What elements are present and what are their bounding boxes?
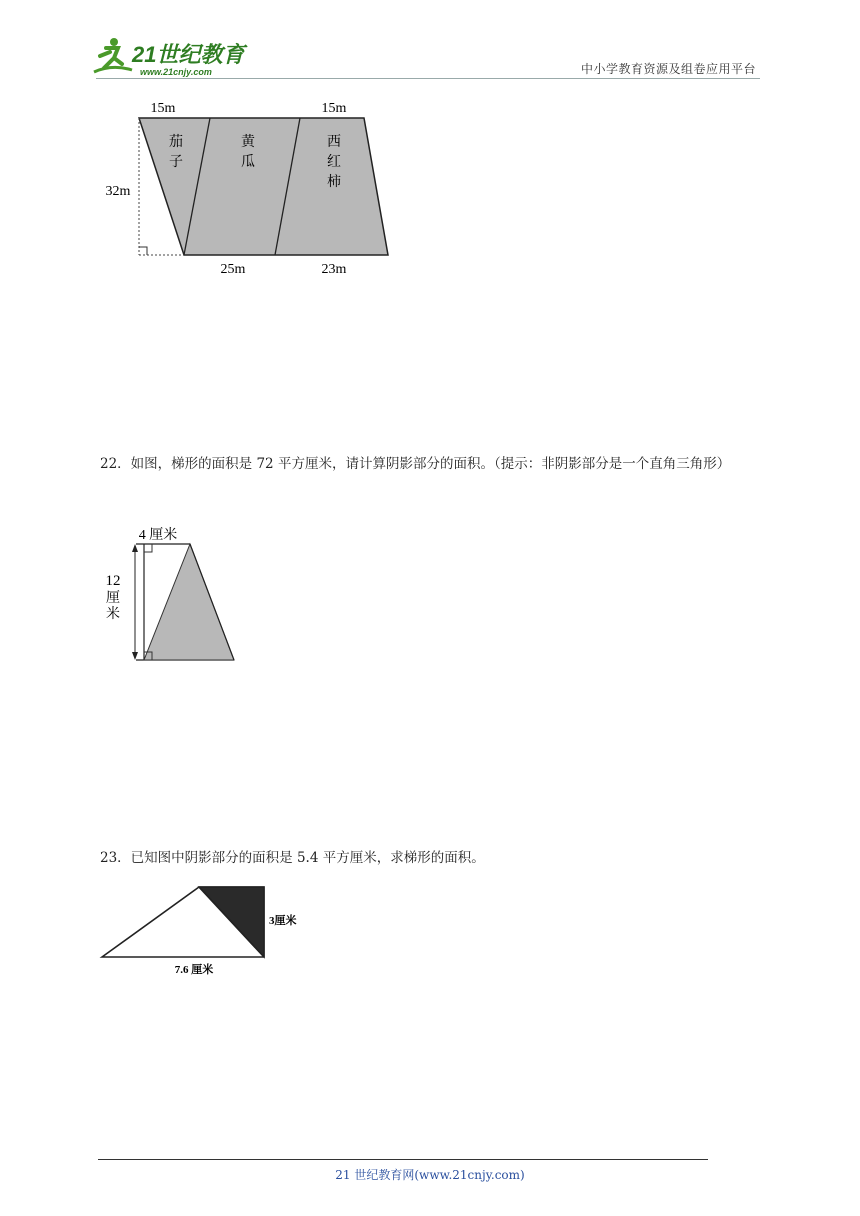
region-cucumber-char-2: 瓜: [241, 155, 255, 170]
question-22-text: 22．如图，梯形的面积是 72 平方厘米，请计算阴影部分的面积。（提示：非阴影部分是一个直角三角形）: [100, 456, 731, 472]
runner-icon: [94, 38, 132, 72]
right-angle-mark: [139, 247, 147, 255]
top-width-label: 4 厘米: [138, 528, 178, 543]
logo-subtext: www.21cnjy.com: [140, 67, 212, 77]
right-angle-top: [144, 544, 152, 552]
shaded-triangle: [144, 544, 234, 660]
top-right-label: 15m: [321, 101, 347, 116]
top-left-label: 15m: [150, 101, 176, 116]
region-cucumber-char-1: 黄: [241, 135, 255, 150]
figure-vegetable-plots: [96, 92, 406, 282]
bottom-width-label: 7.6 厘米: [174, 964, 214, 976]
footer-divider: [98, 1159, 708, 1160]
height-number-label: 12: [105, 573, 121, 589]
height-unit-char-2: 米: [106, 607, 120, 622]
bottom-right-label: 23m: [321, 262, 347, 277]
region-eggplant-char-1: 茄: [169, 135, 183, 150]
question-23-text: 23．已知图中阴影部分的面积是 5.4 平方厘米，求梯形的面积。: [100, 850, 485, 866]
footer-site-link[interactable]: 21 世纪教育网(www.21cnjy.com): [335, 1168, 525, 1182]
logo-text: 21世纪教育: [132, 42, 245, 67]
arrow-up-icon: [132, 544, 138, 552]
bottom-mid-label: 25m: [220, 262, 246, 277]
region-tomato-char-3: 柿: [327, 175, 341, 190]
region-tomato-char-2: 红: [327, 155, 341, 170]
figure-trapezoid-22: [100, 522, 250, 667]
header-platform-text: 中小学教育资源及组卷应用平台: [580, 62, 756, 76]
region-eggplant-char-2: 子: [169, 155, 183, 170]
arrow-down-icon: [132, 652, 138, 660]
page-header: [0, 0, 860, 80]
height-unit-char-1: 厘: [106, 591, 120, 606]
figure-trapezoid-23: [96, 880, 326, 980]
height-label: 32m: [105, 184, 131, 199]
header-divider: [96, 78, 760, 79]
region-tomato-char-1: 西: [327, 135, 341, 150]
logo: [92, 34, 262, 78]
side-height-label: 3厘米: [269, 915, 297, 927]
